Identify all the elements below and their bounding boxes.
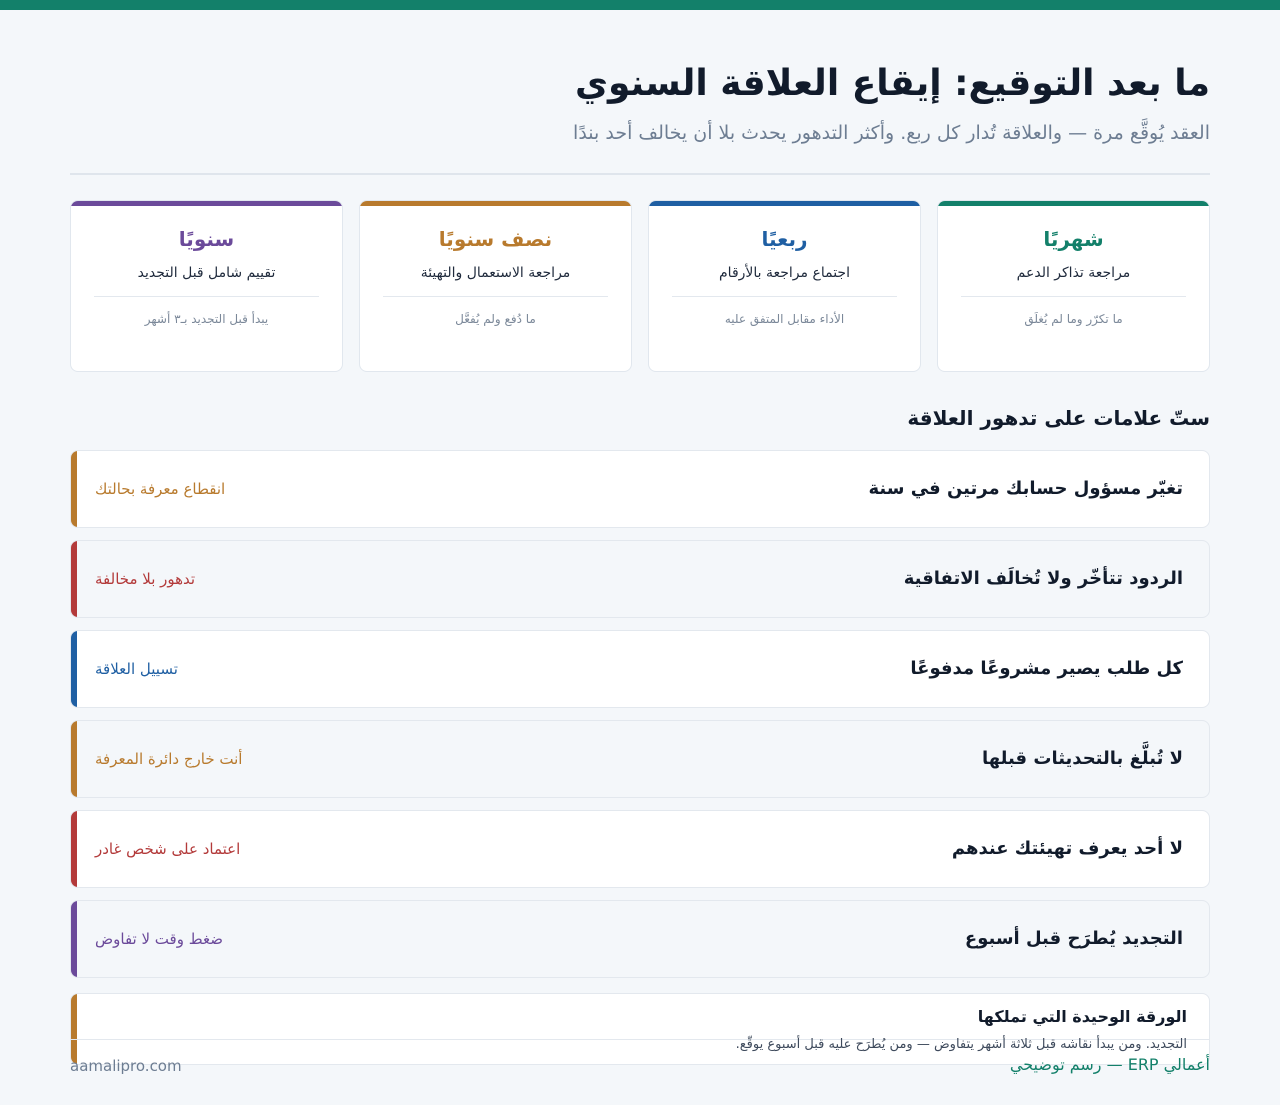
sign-label: التجديد يُطرَح قبل أسبوع [964, 928, 1183, 949]
sign-item [70, 900, 1210, 978]
sign-accent-bar [71, 811, 77, 887]
sign-item [70, 540, 1210, 618]
card-title: شهريًا [1043, 227, 1104, 251]
sign-accent-bar [71, 541, 77, 617]
card-description: اجتماع مراجعة بالأرقام [719, 265, 850, 281]
sign-tag: ضغط وقت لا تفاوض [95, 930, 223, 948]
card-accent-bar [360, 201, 631, 206]
sign-label: لا أحد يعرف تهيئتك عندهم [951, 838, 1183, 859]
card-description: مراجعة الاستعمال والتهيئة [420, 265, 571, 281]
page-title: ما بعد التوقيع: إيقاع العلاقة السنوي [574, 63, 1210, 104]
card-divider [961, 296, 1186, 297]
sign-item [70, 810, 1210, 888]
card-description: تقييم شامل قبل التجديد [137, 265, 276, 281]
card-divider [672, 296, 897, 297]
card-description: مراجعة تذاكر الدعم [1016, 265, 1131, 281]
sign-label: كل طلب يصير مشروعًا مدفوعًا [910, 658, 1183, 679]
card-divider [94, 296, 319, 297]
card-divider [383, 296, 608, 297]
signs-section-title: ستّ علامات على تدهور العلاقة [907, 406, 1210, 430]
cadence-card-monthly [937, 200, 1210, 372]
header-divider [70, 173, 1210, 175]
sign-label: تغيّر مسؤول حسابك مرتين في سنة [868, 478, 1183, 499]
card-note: ما دُفع ولم يُفعَّل [455, 312, 536, 326]
sign-item [70, 630, 1210, 708]
cadence-card-annual [70, 200, 343, 372]
sign-tag: انقطاع معرفة بحالتك [95, 480, 226, 498]
page-subtitle: العقد يُوقَّع مرة — والعلاقة تُدار كل ربع. وأكثر التدهور يحدث بلا أن يخالف أحد بندًا [573, 122, 1210, 144]
sign-tag: تسييل العلاقة [95, 660, 178, 678]
sign-tag: اعتماد على شخص غادر [95, 840, 241, 858]
card-title: سنويًا [178, 227, 235, 251]
card-note: الأداء مقابل المتفق عليه [724, 312, 845, 326]
ownership-accent-bar [71, 994, 77, 1064]
sign-accent-bar [71, 901, 77, 977]
sign-item [70, 720, 1210, 798]
sign-accent-bar [71, 631, 77, 707]
card-note: ما تكرّر وما لم يُغلَق [1024, 312, 1123, 326]
cadence-card-semiannual [359, 200, 632, 372]
card-accent-bar [938, 201, 1209, 206]
cadence-cards [70, 200, 1210, 372]
footer-caption: أعمالي ERP — رسم توضيحي [1009, 1055, 1210, 1074]
sign-item [70, 450, 1210, 528]
card-note: يبدأ قبل التجديد بـ٣ أشهر [144, 312, 269, 326]
sign-tag: أنت خارج دائرة المعرفة [95, 750, 243, 768]
card-accent-bar [649, 201, 920, 206]
ownership-text: التجديد. ومن يبدأ نقاشه قبل ثلاثة أشهر يتفاوض — ومن يُطرَح عليه قبل أسبوع يوقّع. [735, 1037, 1187, 1052]
sign-tag: تدهور بلا مخالفة [95, 570, 196, 588]
sign-accent-bar [71, 451, 77, 527]
card-title: نصف سنويًا [438, 227, 553, 251]
cadence-card-quarterly [648, 200, 921, 372]
footer-site-link[interactable]: aamalipro.com [70, 1057, 182, 1075]
card-accent-bar [71, 201, 342, 206]
sign-label: الردود تتأخّر ولا تُخالَف الاتفاقية [903, 568, 1183, 589]
sign-label: لا تُبلَّغ بالتحديثات قبلها [981, 748, 1183, 769]
card-title: ربعيًا [761, 227, 808, 251]
ownership-title: الورقة الوحيدة التي تملكها [977, 1007, 1187, 1026]
sign-accent-bar [71, 721, 77, 797]
top-accent-bar [0, 0, 1280, 10]
